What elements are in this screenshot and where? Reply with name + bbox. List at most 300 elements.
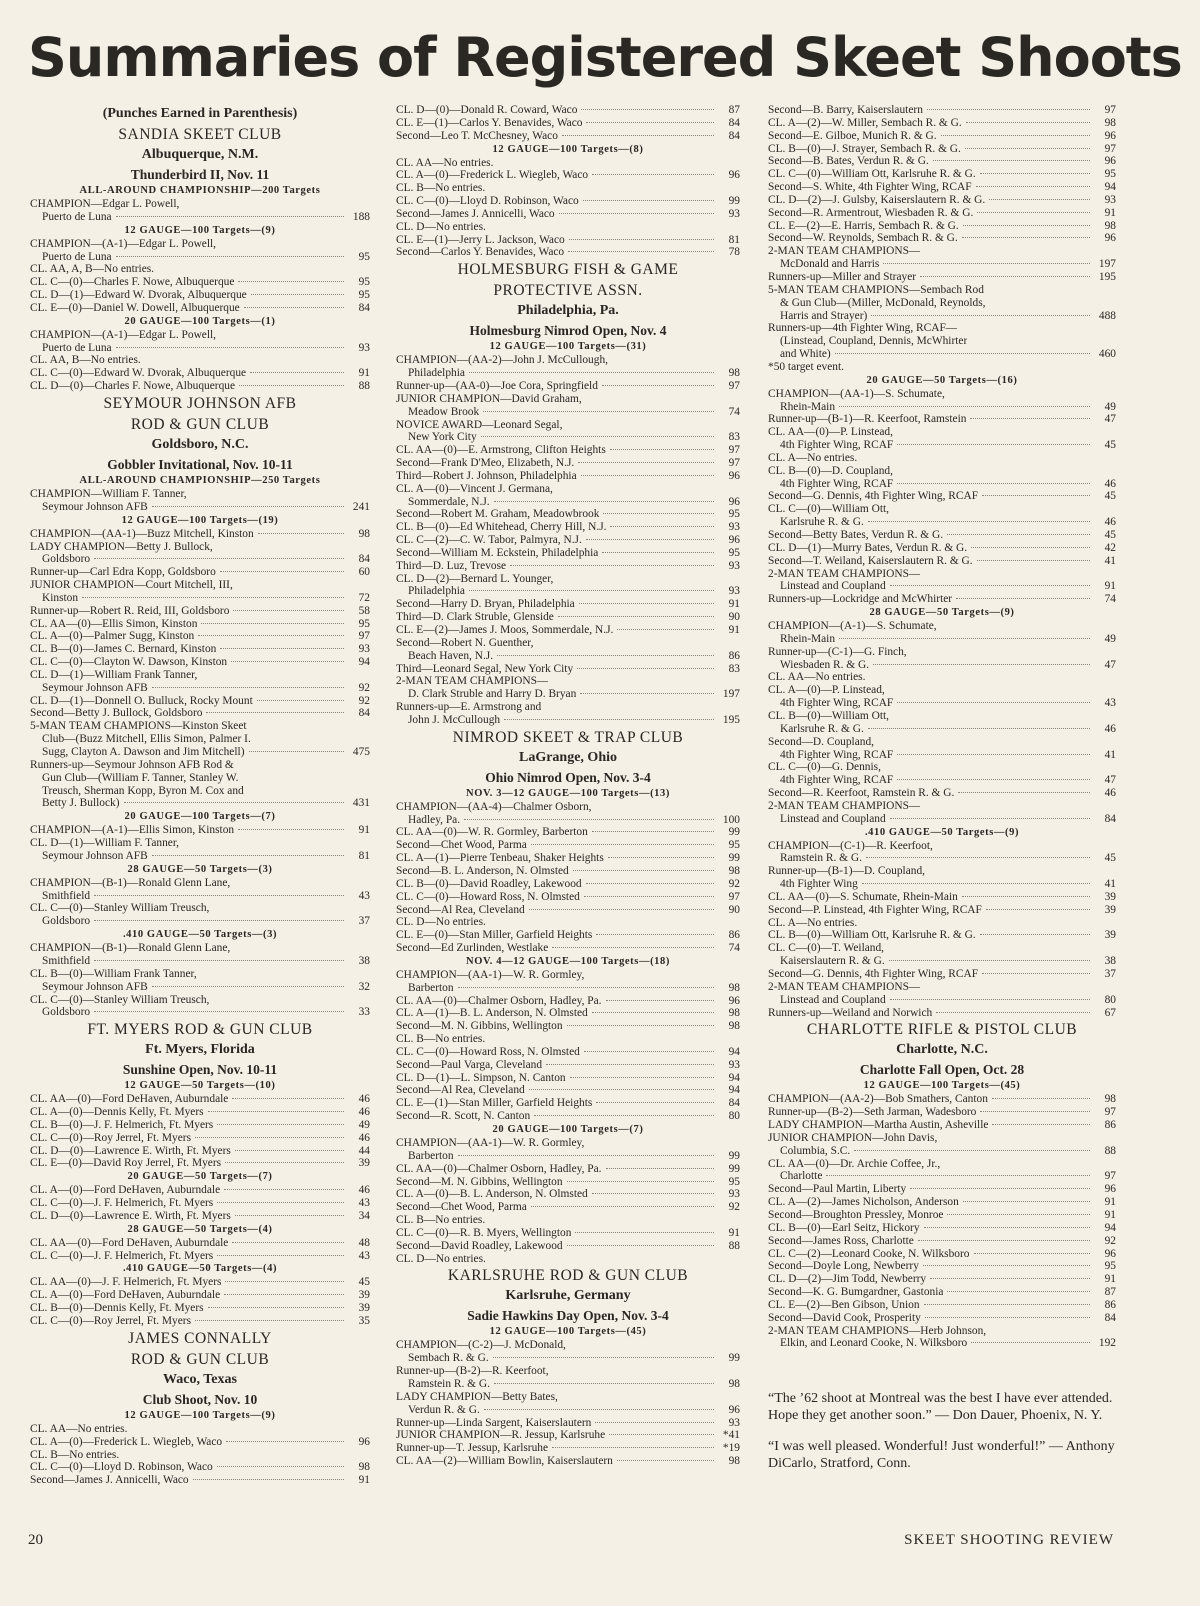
- score: 98: [728, 1020, 740, 1033]
- result-text: Seymour Johnson AFB: [42, 980, 148, 993]
- score: 37: [1104, 968, 1116, 980]
- dot-leader: [251, 294, 344, 295]
- result-line: [396, 1378, 740, 1391]
- dot-leader: [586, 883, 714, 884]
- result-line: [396, 585, 740, 598]
- result-text: CL. B—No entries.: [396, 1214, 486, 1227]
- gauge-heading: 12 GAUGE—100 Targets—(45): [863, 1080, 1021, 1092]
- score: 95: [358, 617, 370, 630]
- result-line: [768, 852, 1116, 865]
- result-line: [396, 814, 740, 827]
- result-text: Second—P. Linstead, 4th Fighter Wing, RCAF: [768, 903, 982, 916]
- score: 98: [728, 981, 740, 994]
- dot-leader: [224, 1294, 344, 1295]
- dot-leader: [854, 1150, 1090, 1151]
- result-line: [396, 929, 740, 942]
- result-text: CL. D—No entries.: [396, 220, 486, 233]
- result-line: [396, 688, 740, 701]
- dot-leader: [458, 987, 714, 988]
- result-line: [768, 968, 1116, 981]
- result-line: [396, 1455, 740, 1468]
- result-line: [768, 168, 1116, 181]
- result-text: Runners-up—E. Armstrong and: [396, 701, 542, 714]
- score: 46: [358, 1106, 370, 1119]
- dot-leader: [918, 1240, 1090, 1241]
- dot-leader: [927, 109, 1090, 110]
- gauge-heading: ALL-AROUND CHAMPIONSHIP—200 Targets: [79, 185, 321, 196]
- result-line: [396, 826, 740, 839]
- result-text: CL. E—(2)—James J. Moos, Sommerdale, N.J.: [396, 624, 614, 636]
- score: 84: [728, 116, 740, 129]
- dot-leader: [116, 256, 344, 257]
- result-text: JUNIOR CHAMPION—David Graham,: [396, 392, 582, 405]
- dot-leader: [866, 857, 1090, 858]
- dot-leader: [584, 896, 714, 897]
- score: 49: [1104, 632, 1116, 645]
- result-text: CL. C—(0)—Stanley William Treusch,: [30, 902, 210, 915]
- result-line: [30, 669, 370, 682]
- result-text: Goldsboro: [42, 1006, 91, 1019]
- result-line: [768, 684, 1116, 697]
- dot-leader: [602, 385, 714, 386]
- result-line: [396, 1084, 740, 1097]
- result-text: CL. AA—(0)—Chalmer Osborn, Hadley, Pa.: [396, 994, 602, 1007]
- result-line: [396, 891, 740, 904]
- result-text: Ramstein R. & G.: [780, 852, 862, 865]
- dot-leader: [220, 648, 344, 649]
- result-text: Ramstein R. & G.: [408, 1377, 490, 1390]
- result-text: CL. B—No entries.: [30, 1448, 120, 1461]
- score: 96: [728, 169, 740, 182]
- result-line: [30, 354, 370, 367]
- dot-leader: [152, 506, 344, 507]
- result-text: Runner-up—(C-1)—G. Finch,: [768, 645, 907, 658]
- result-line: [768, 568, 1116, 581]
- result-text: CL. D—(1)—Edward W. Dvorak, Albuquerque: [30, 289, 247, 302]
- result-line: [30, 942, 370, 955]
- result-text: NOVICE AWARD—Leonard Segal,: [396, 418, 563, 431]
- result-line: [396, 104, 740, 117]
- event-name: Thunderbird II, Nov. 11: [130, 167, 270, 182]
- score: 97: [728, 379, 740, 392]
- score: 95: [358, 276, 370, 289]
- gauge-heading: ALL-AROUND CHAMPIONSHIP—250 Targets: [79, 474, 321, 486]
- dot-leader: [152, 687, 344, 688]
- score: 58: [358, 604, 370, 617]
- result-text: CL. C—(2)—Leonard Cooke, N. Wilksboro: [768, 1247, 970, 1260]
- score: 95: [728, 839, 740, 852]
- result-text: Treusch, Sherman Kopp, Byron M. Cox and: [42, 784, 244, 797]
- result-line: [396, 1097, 740, 1110]
- dot-leader: [567, 1181, 714, 1182]
- result-text: CL. C—(0)—J. F. Helmerich, Ft. Myers: [30, 1249, 214, 1262]
- result-text: CL. B—(0)—Ed Whitehead, Cherry Hill, N.J.: [396, 521, 607, 534]
- gauge-heading: 12 GAUGE—100 Targets—(31): [489, 341, 647, 353]
- score: 90: [728, 611, 740, 624]
- result-line: [768, 452, 1116, 465]
- score: 97: [1104, 104, 1116, 116]
- result-line: [768, 749, 1116, 762]
- result-line: [30, 276, 370, 289]
- result-line: [396, 117, 740, 130]
- score: 42: [1104, 541, 1116, 554]
- result-text: Second—B. Bates, Verdun R. & G.: [768, 155, 929, 168]
- dot-leader: [250, 372, 344, 373]
- result-text: Runner-up—(B-2)—R. Keerfoot,: [396, 1365, 549, 1378]
- result-line: [768, 697, 1116, 710]
- result-text: Runner-up—Linda Sargent, Kaiserslautern: [396, 1416, 592, 1429]
- result-text: CHAMPION—(AA-1)—W. R. Gormley,: [396, 968, 585, 981]
- score: 99: [728, 826, 740, 839]
- dot-leader: [974, 1253, 1091, 1254]
- result-line: [768, 1286, 1116, 1299]
- dot-leader: [124, 802, 344, 803]
- score: 39: [1104, 903, 1116, 916]
- location: Philadelphia, Pa.: [517, 303, 619, 319]
- result-text: Columbia, S.C.: [780, 1144, 851, 1157]
- result-text: CHAMPION—(AA-2)—John J. McCullough,: [396, 354, 608, 367]
- dot-leader: [534, 1115, 714, 1116]
- dot-leader: [235, 1215, 344, 1216]
- result-text: Harris and Strayer): [780, 309, 868, 322]
- dot-leader: [930, 1278, 1090, 1279]
- score: 80: [1104, 993, 1116, 1006]
- result-line: [768, 220, 1116, 233]
- result-text: CL. C—(0)—Clayton W. Dawson, Kinston: [30, 656, 228, 669]
- result-line: [30, 1197, 370, 1210]
- page-title: Summaries of Registered Skeet Shoots: [28, 26, 1182, 89]
- dot-leader: [152, 855, 344, 856]
- result-text: CL. A—(0)—Frederick L. Wiegleb, Waco: [30, 1435, 223, 1448]
- score: 96: [1104, 129, 1116, 142]
- dot-leader: [868, 521, 1090, 522]
- result-line: [396, 1163, 740, 1176]
- score: 33: [358, 1006, 370, 1019]
- result-line: [396, 1137, 740, 1150]
- result-text: JUNIOR CHAMPION—John Davis,: [768, 1131, 938, 1144]
- result-text: Second—Chet Wood, Parma: [396, 839, 527, 852]
- result-text: CL. AA—(0)—Ford DeHaven, Auburndale: [30, 1236, 229, 1249]
- result-text: CL. D—(1)—Donnell O. Bulluck, Rocky Mount: [30, 694, 253, 707]
- result-line: [768, 1337, 1116, 1350]
- gauge-heading: 20 GAUGE—100 Targets—(1): [124, 315, 276, 327]
- result-line: [768, 620, 1116, 633]
- result-line: [768, 1183, 1116, 1196]
- result-line: [768, 646, 1116, 659]
- result-text: Second—Harry D. Bryan, Philadelphia: [396, 598, 575, 611]
- result-line: [30, 501, 370, 514]
- score: 97: [1104, 1170, 1116, 1183]
- score: 60: [358, 566, 370, 579]
- result-text: CL. A—(0)—P. Linstead,: [768, 684, 885, 697]
- dot-leader: [244, 307, 344, 308]
- result-line: [30, 329, 370, 342]
- dot-leader: [610, 526, 714, 527]
- result-text: Second—James Ross, Charlotte: [768, 1234, 914, 1247]
- result-line: [396, 801, 740, 814]
- result-line: [30, 566, 370, 579]
- score: 98: [728, 1377, 740, 1390]
- result-text: Runner-up—Carl Edra Kopp, Goldsboro: [30, 566, 216, 579]
- result-text: Second—Broughton Pressley, Monroe: [768, 1208, 944, 1221]
- result-line: [396, 598, 740, 611]
- dot-leader: [578, 462, 714, 463]
- result-line: [396, 852, 740, 865]
- score: 91: [1104, 206, 1116, 219]
- result-line: [768, 659, 1116, 672]
- result-line: [768, 736, 1116, 749]
- result-line: [768, 335, 1116, 348]
- result-line: [30, 1302, 370, 1315]
- dot-leader: [890, 999, 1090, 1000]
- result-text: 2-MAN TEAM CHAMPIONS—: [396, 675, 549, 688]
- result-line: [768, 891, 1116, 904]
- result-text: Second—W. Reynolds, Sembach R. & G.: [768, 232, 958, 245]
- event-name: Charlotte Fall Open, Oct. 28: [859, 1062, 1025, 1078]
- event-name: Gobbler Invitational, Nov. 10-11: [107, 456, 293, 472]
- result-text: Runner-up—(B-1)—D. Coupland,: [768, 865, 926, 878]
- result-text: Second—Betty J. Bullock, Goldsboro: [30, 707, 203, 720]
- result-text: *50 target event.: [768, 360, 845, 373]
- result-text: Second—James J. Annicelli, Waco: [396, 207, 555, 220]
- dot-leader: [826, 1175, 1090, 1176]
- score: 94: [1104, 1221, 1116, 1234]
- result-line: [30, 1449, 370, 1462]
- result-text: Sommerdale, N.J.: [408, 495, 490, 508]
- score: 98: [728, 1455, 740, 1468]
- dot-leader: [992, 1124, 1090, 1125]
- result-line: [768, 593, 1116, 606]
- dot-leader: [595, 1422, 714, 1423]
- result-line: [30, 656, 370, 669]
- result-line: [30, 1461, 370, 1474]
- result-line: [768, 1222, 1116, 1235]
- dot-leader: [889, 960, 1090, 961]
- score: 49: [358, 1118, 370, 1131]
- result-text: CL. A—No entries.: [768, 451, 858, 464]
- result-line: [396, 1240, 740, 1253]
- result-line: [768, 580, 1116, 593]
- result-line: [30, 772, 370, 785]
- score: 91: [1104, 1208, 1116, 1221]
- result-line: [768, 155, 1116, 168]
- score: 99: [728, 1352, 740, 1365]
- result-line: [396, 444, 740, 457]
- result-line: [30, 211, 370, 224]
- result-line: [396, 1391, 740, 1404]
- dot-leader: [231, 661, 344, 662]
- dot-leader: [529, 1089, 714, 1090]
- result-text: Second—Paul Varga, Cleveland: [396, 1058, 543, 1071]
- result-text: Second—G. Dennis, 4th Fighter Wing, RCAF: [768, 968, 979, 980]
- dot-leader: [552, 947, 714, 948]
- score: 91: [728, 598, 740, 611]
- result-text: LADY CHAMPION—Martha Austin, Asheville: [768, 1119, 989, 1132]
- result-line: [768, 761, 1116, 774]
- dot-leader: [510, 565, 714, 566]
- result-text: Puerto de Luna: [42, 341, 112, 354]
- result-text: CHAMPION—Edgar L. Powell,: [30, 198, 180, 210]
- score: 84: [728, 1097, 740, 1110]
- result-text: Kinston: [42, 591, 79, 604]
- result-text: Hadley, Pa.: [408, 813, 461, 826]
- location: Waco, Texas: [163, 1371, 237, 1387]
- result-text: CHAMPION—William F. Tanner,: [30, 487, 187, 500]
- score: 93: [728, 1416, 740, 1429]
- dot-leader: [94, 1011, 344, 1012]
- result-line: [768, 348, 1116, 361]
- score: 488: [1098, 309, 1116, 322]
- score: 92: [728, 1201, 740, 1214]
- result-line: [768, 361, 1116, 374]
- result-line: [768, 401, 1116, 414]
- score: 98: [1104, 1093, 1116, 1106]
- result-text: CL. A—(0)—Ford DeHaven, Auburndale: [30, 1184, 221, 1197]
- score: 45: [1104, 439, 1116, 452]
- dot-leader: [592, 1012, 714, 1013]
- score: 96: [358, 1435, 370, 1448]
- dot-leader: [596, 1102, 714, 1103]
- result-text: Third—Leonard Segal, New York City: [396, 662, 574, 675]
- score: 91: [358, 1474, 370, 1487]
- result-text: (Linstead, Coupland, Dennis, McWhirter: [780, 335, 968, 348]
- dot-leader: [586, 122, 714, 123]
- club-name: ROD & GUN CLUB: [130, 415, 270, 433]
- result-line: [396, 1020, 740, 1033]
- result-text: Betty J. Bullock): [42, 797, 120, 810]
- score: 96: [728, 469, 740, 482]
- dot-leader: [947, 1291, 1090, 1292]
- score: 98: [728, 864, 740, 877]
- dot-leader: [617, 1460, 714, 1461]
- result-text: & Gun Club—(Miller, McDonald, Reynolds,: [780, 296, 986, 309]
- result-line: [768, 207, 1116, 220]
- result-text: CL. B—No entries.: [396, 182, 486, 195]
- result-line: [30, 981, 370, 994]
- dot-leader: [992, 1098, 1090, 1099]
- club-name: ROD & GUN CLUB: [130, 1350, 270, 1368]
- result-text: CL. A—(0)—Palmer Sugg, Kinston: [30, 630, 195, 643]
- dot-leader: [584, 1051, 714, 1052]
- result-line: [768, 271, 1116, 284]
- result-text: Gun Club—(William F. Tanner, Stanley W.: [42, 771, 239, 784]
- dot-leader: [924, 1304, 1090, 1305]
- result-line: [30, 850, 370, 863]
- result-text: CL. B—(0)—David Roadley, Lakewood: [396, 877, 582, 890]
- score: 100: [722, 813, 740, 826]
- result-line: [396, 969, 740, 982]
- result-text: CL. B—(0)—D. Coupland,: [768, 464, 893, 477]
- result-line: [768, 297, 1116, 310]
- result-line: [396, 419, 740, 432]
- dot-leader: [603, 513, 714, 514]
- result-line: [768, 232, 1116, 245]
- result-line: [30, 263, 370, 276]
- score: 98: [728, 1007, 740, 1020]
- result-line: [396, 573, 740, 586]
- result-text: 2-MAN TEAM CHAMPIONS—: [768, 567, 921, 580]
- result-line: [30, 1210, 370, 1223]
- result-text: Karlsruhe R. & G.: [780, 722, 864, 735]
- dot-leader: [941, 135, 1090, 136]
- result-line: [768, 1325, 1116, 1338]
- result-text: Runners-up—Lockridge and McWhirter: [768, 593, 953, 606]
- result-text: CL. C—(0)—R. B. Myers, Wellington: [396, 1226, 572, 1239]
- result-text: CL. AA—(0)—E. Armstrong, Clifton Heights: [396, 444, 606, 457]
- dot-leader: [602, 552, 714, 553]
- score: 91: [358, 367, 370, 380]
- dot-leader: [897, 754, 1090, 755]
- result-line: [30, 238, 370, 251]
- result-line: [30, 1145, 370, 1158]
- dot-leader: [980, 1111, 1090, 1112]
- result-text: CL. A—(1)—Pierre Tenbeau, Shaker Heights: [396, 852, 604, 865]
- dot-leader: [862, 883, 1090, 884]
- club-name: SEYMOUR JOHNSON AFB: [103, 394, 297, 412]
- score: 98: [358, 527, 370, 540]
- result-text: CL. E—(0)—David Roy Jerrel, Ft. Myers: [30, 1157, 222, 1170]
- score: 34: [358, 1209, 370, 1222]
- dot-leader: [971, 547, 1090, 548]
- result-text: Second—Carlos Y. Benavides, Waco: [396, 246, 565, 259]
- dot-leader: [494, 1383, 714, 1384]
- score: 97: [728, 444, 740, 457]
- dot-leader: [980, 934, 1090, 935]
- score: 46: [1104, 787, 1116, 800]
- result-text: CL. AA—(2)—William Bowlin, Kaiserslautern: [396, 1455, 613, 1468]
- dot-leader: [977, 560, 1090, 561]
- score: 78: [728, 246, 740, 259]
- score: 98: [1104, 219, 1116, 232]
- score: 41: [1104, 554, 1116, 567]
- score: 96: [1104, 155, 1116, 168]
- dot-leader: [484, 1409, 714, 1410]
- gauge-heading: .410 GAUGE—50 Targets—(4): [122, 1263, 278, 1275]
- result-line: [768, 245, 1116, 258]
- result-text: CHAMPION—(B-1)—Ronald Glenn Lane,: [30, 876, 231, 889]
- score: *41: [722, 1429, 740, 1442]
- score: 91: [1104, 1196, 1116, 1209]
- dot-leader: [195, 1320, 344, 1321]
- score: 84: [358, 707, 370, 720]
- result-line: [768, 322, 1116, 335]
- result-line: [768, 143, 1116, 156]
- result-text: Runner-up—(B-1)—R. Keerfoot, Ramstein: [768, 413, 967, 426]
- result-line: [396, 470, 740, 483]
- gauge-heading: .410 GAUGE—50 Targets—(3): [122, 929, 278, 941]
- score: *19: [722, 1442, 740, 1455]
- result-text: McDonald and Harris: [780, 258, 880, 271]
- dot-leader: [469, 590, 714, 591]
- score: 87: [728, 104, 740, 116]
- result-line: [30, 695, 370, 708]
- score: 39: [358, 1302, 370, 1315]
- result-text: Runner-up—(AA-0)—Joe Cora, Springfield: [396, 379, 598, 392]
- score: 74: [1104, 593, 1116, 606]
- dot-leader: [94, 558, 344, 559]
- location: Ft. Myers, Florida: [145, 1042, 255, 1058]
- result-text: Linstead and Coupland: [780, 812, 886, 825]
- score: 81: [728, 233, 740, 246]
- result-text: CL. A—(1)—B. L. Anderson, N. Olmsted: [396, 1007, 588, 1020]
- score: 92: [1104, 1234, 1116, 1247]
- result-line: [396, 169, 740, 182]
- dot-leader: [947, 534, 1090, 535]
- score: 45: [358, 1276, 370, 1289]
- result-text: 2-MAN TEAM CHAMPIONS—: [768, 799, 921, 812]
- result-text: 4th Fighter Wing, RCAF: [780, 748, 894, 761]
- event-name: Sadie Hawkins Day Open, Nov. 3-4: [467, 1308, 669, 1324]
